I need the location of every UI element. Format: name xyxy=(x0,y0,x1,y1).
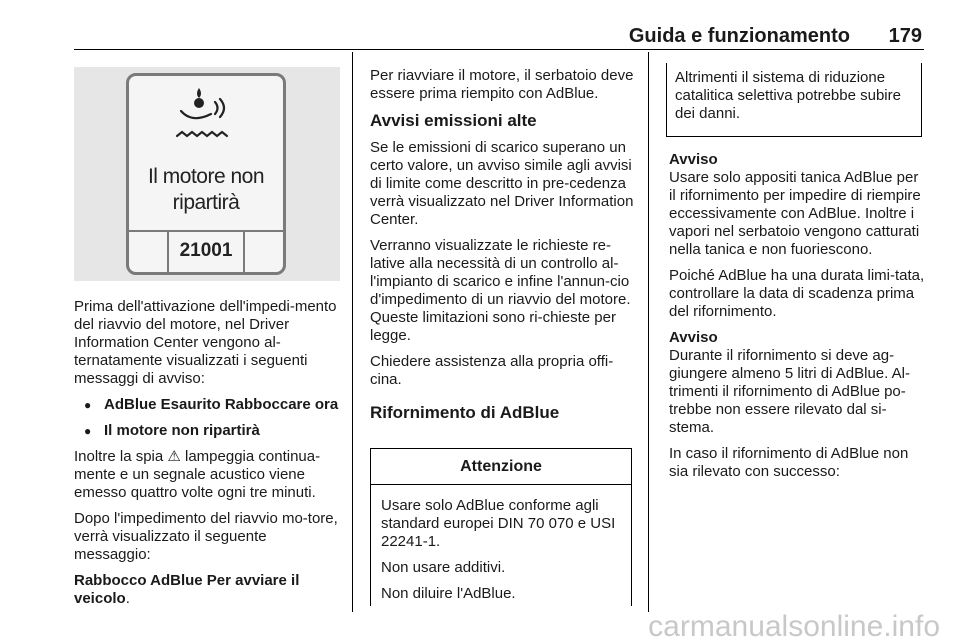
display-message-line2: ripartirà xyxy=(172,191,240,214)
col2-paragraph-4: Chiedere assistenza alla propria offi-cina. xyxy=(370,353,614,388)
warning-lamp-icon: ⚠ xyxy=(167,448,181,465)
column-2 xyxy=(370,67,634,431)
column-3 xyxy=(669,151,927,489)
display-message-text: Rabbocco AdBlue Per avviare il veicolo xyxy=(74,572,300,607)
col1-paragraph-3: Dopo l'impedimento del riavvio mo-tore, verrà visualizzato il seguente messaggio: xyxy=(74,510,338,563)
code-cell-right xyxy=(245,232,283,272)
list-item: ● Il motore non ripartirà xyxy=(74,422,342,440)
col3-paragraph-1: Poiché AdBlue ha una durata limi-tata, controllare la data di scadenza prima del rifornimento. xyxy=(669,267,925,320)
col2-paragraph-2: Se le emissioni di scarico superano un certo valore, un avviso simile agli avvisi di limite come descritto in pre-cedenza verrà visualizzato nel Driver Information Center. xyxy=(370,139,634,228)
notice-title-2: Avviso xyxy=(669,329,718,346)
list-item: ● AdBlue Esaurito Rabboccare ora xyxy=(74,396,342,414)
warning-title: Attenzione xyxy=(371,449,631,485)
header-rule xyxy=(74,49,924,50)
warning-text-2: Non usare additivi. xyxy=(381,559,506,576)
col2-paragraph-3: Verranno visualizzate le richieste re-lative alla necessità di un controllo al-l'impianto di scarico e infine l'annun-cio d'impedimento di un riavvio del motore. Queste limitazioni sono ri-chieste per legge. xyxy=(370,237,631,344)
column-1 xyxy=(74,298,342,616)
section-heading-refill: Rifornimento di AdBlue xyxy=(370,403,560,422)
col1-paragraph-2: Inoltre la spia ⚠ lampeggia continua-mente e un segnale acustico viene emesso quattro volte ogni tre minuti. xyxy=(74,448,321,501)
display-message-line1: Il motore non xyxy=(147,165,265,188)
warning-body xyxy=(371,485,631,603)
warning-messages-list xyxy=(74,396,342,440)
warning-text-3: Non diluire l'AdBlue. xyxy=(381,585,516,602)
section-heading-emissions: Avvisi emissioni alte xyxy=(370,111,537,130)
page-number: 179 xyxy=(888,25,922,47)
column-divider-1 xyxy=(352,52,353,612)
display-code: 21001 xyxy=(167,232,245,272)
col3-paragraph-2: In caso il rifornimento di AdBlue non sia rilevato con successo: xyxy=(669,445,909,480)
col2-paragraph-1: Per riavviare il motore, il serbatoio deve essere prima riempito con AdBlue. xyxy=(370,67,634,102)
display-message xyxy=(129,164,283,216)
notice-text-2: Durante il rifornimento si deve ag-giungere almeno 5 litri di AdBlue. Al-trimenti il rifornimento di AdBlue po-trebbe non essere rilevato dal si-stema. xyxy=(669,347,910,436)
watermark: carmanualsonline.info xyxy=(648,610,940,643)
notice-title-1: Avviso xyxy=(669,151,718,168)
page-header-title: Guida e funzionamento xyxy=(628,25,850,47)
code-cell-left xyxy=(129,232,167,272)
warning-text-1: Usare solo AdBlue conforme agli standard europei DIN 70 070 e USI 22241-1. xyxy=(381,497,616,550)
warning-box-continuation: Altrimenti il sistema di riduzione catalitica selettiva potrebbe subire dei danni. xyxy=(666,63,922,137)
col1-paragraph-1: Prima dell'attivazione dell'impedi-mento del riavvio del motore, nel Driver Information Center vengono al-ternatamente visualizzati i seguenti messaggi di avviso: xyxy=(74,298,337,387)
display-code-row xyxy=(129,230,283,272)
display-screen xyxy=(126,73,286,275)
display-illustration xyxy=(74,67,340,281)
warning-box xyxy=(370,448,632,606)
column-divider-2 xyxy=(648,52,649,612)
notice-text-1: Usare solo appositi tanica AdBlue per il rifornimento per impedire di riempire eccessivamente con AdBlue. Inoltre i vapori nel serbatoio vengono catturati nella tanica e non fuoriescono. xyxy=(669,169,921,258)
adblue-warning-icon xyxy=(129,76,283,166)
col1-paragraph-4: Rabbocco AdBlue Per avviare il veicolo. xyxy=(74,572,300,607)
